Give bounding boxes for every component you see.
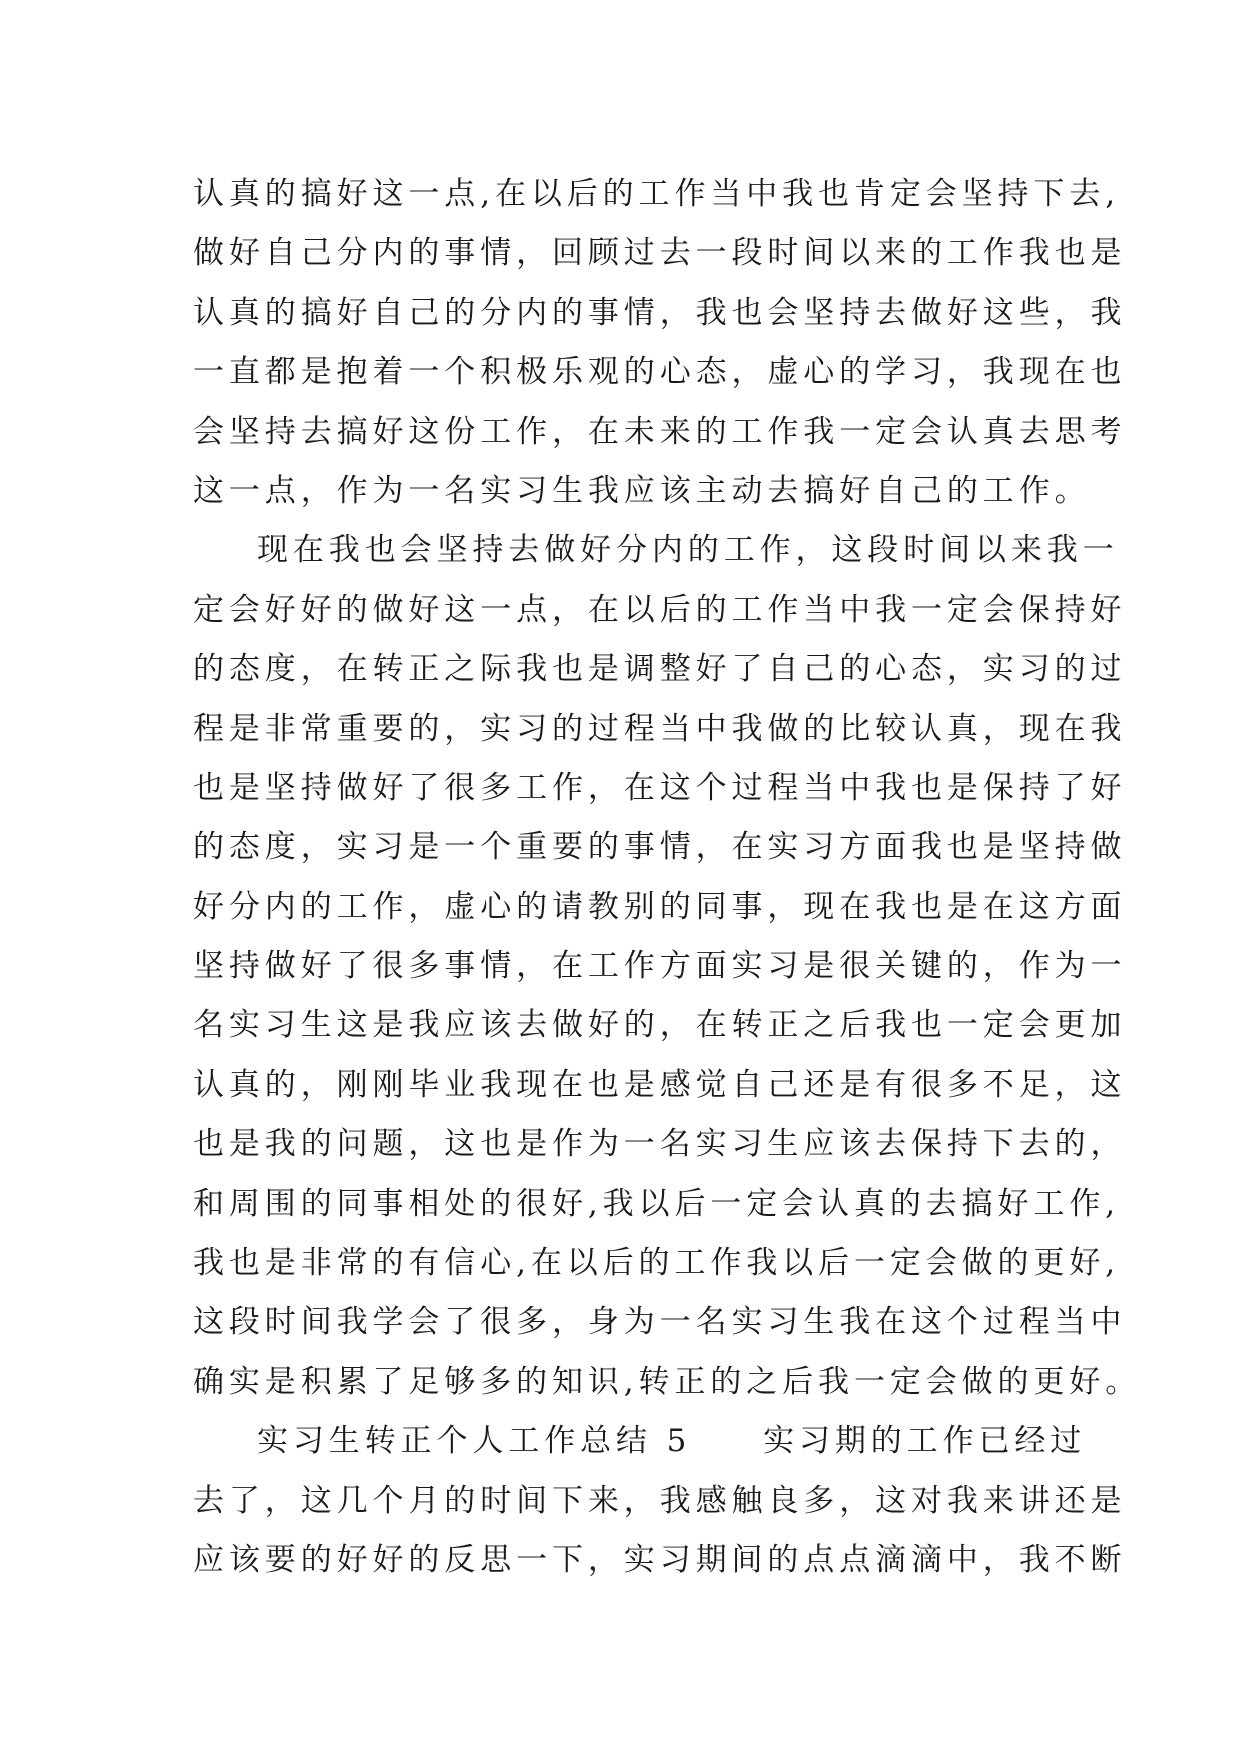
text-line: 的态度，实习是一个重要的事情，在实习方面我也是坚持做 — [193, 829, 1127, 866]
paragraph-start-line: 现在我也会坚持去做好分内的工作，这段时间以来我一 — [257, 532, 1119, 569]
text-line: 确实是积累了足够多的知识,转正的之后我一定会做的更好。 — [193, 1363, 1142, 1400]
text-line: 名实习生这是我应该去做好的，在转正之后我也一定会更加 — [193, 1007, 1127, 1044]
text-line: 做好自己分内的事情，回顾过去一段时间以来的工作我也是 — [193, 235, 1127, 272]
text-line: 应该要的好好的反思一下，实习期间的点点滴滴中，我不断 — [193, 1541, 1127, 1578]
text-line: 的态度，在转正之际我也是调整好了自己的心态，实习的过 — [193, 651, 1127, 688]
text-line: 会坚持去搞好这份工作，在未来的工作我一定会认真去思考 — [193, 413, 1127, 450]
body-text — [193, 165, 1142, 1590]
section-heading-line: 实习生转正个人工作总结 5 实习期的工作已经过 — [257, 1423, 1087, 1460]
text-line: 程是非常重要的，实习的过程当中我做的比较认真，现在我 — [193, 710, 1127, 747]
text-line: 认真的搞好自己的分内的事情，我也会坚持去做好这些，我 — [193, 294, 1127, 331]
text-line: 去了，这几个月的时间下来，我感触良多，这对我来讲还是 — [193, 1482, 1127, 1519]
text-line: 认真的搞好这一点,在以后的工作当中我也肯定会坚持下去, — [193, 176, 1121, 212]
text-line: 这段时间我学会了很多，身为一名实习生我在这个过程当中 — [193, 1304, 1127, 1341]
text-line: 这一点，作为一名实习生我应该主动去搞好自己的工作。 — [193, 472, 1091, 509]
text-line: 认真的，刚刚毕业我现在也是感觉自己还是有很多不足，这 — [193, 1066, 1127, 1103]
text-line: 定会好好的做好这一点，在以后的工作当中我一定会保持好 — [193, 591, 1127, 628]
text-line: 和周围的同事相处的很好,我以后一定会认真的去搞好工作, — [193, 1185, 1121, 1222]
text-line: 也是我的问题，这也是作为一名实习生应该去保持下去的， — [193, 1126, 1127, 1163]
text-line: 我也是非常的有信心,在以后的工作我以后一定会做的更好, — [193, 1245, 1121, 1282]
text-line: 好分内的工作，虚心的请教别的同事，现在我也是在这方面 — [193, 888, 1127, 925]
text-line: 也是坚持做好了很多工作，在这个过程当中我也是保持了好 — [193, 769, 1127, 806]
text-line: 坚持做好了很多事情，在工作方面实习是很关键的，作为一 — [193, 948, 1127, 985]
text-line: 一直都是抱着一个积极乐观的心态，虚心的学习，我现在也 — [193, 354, 1127, 391]
